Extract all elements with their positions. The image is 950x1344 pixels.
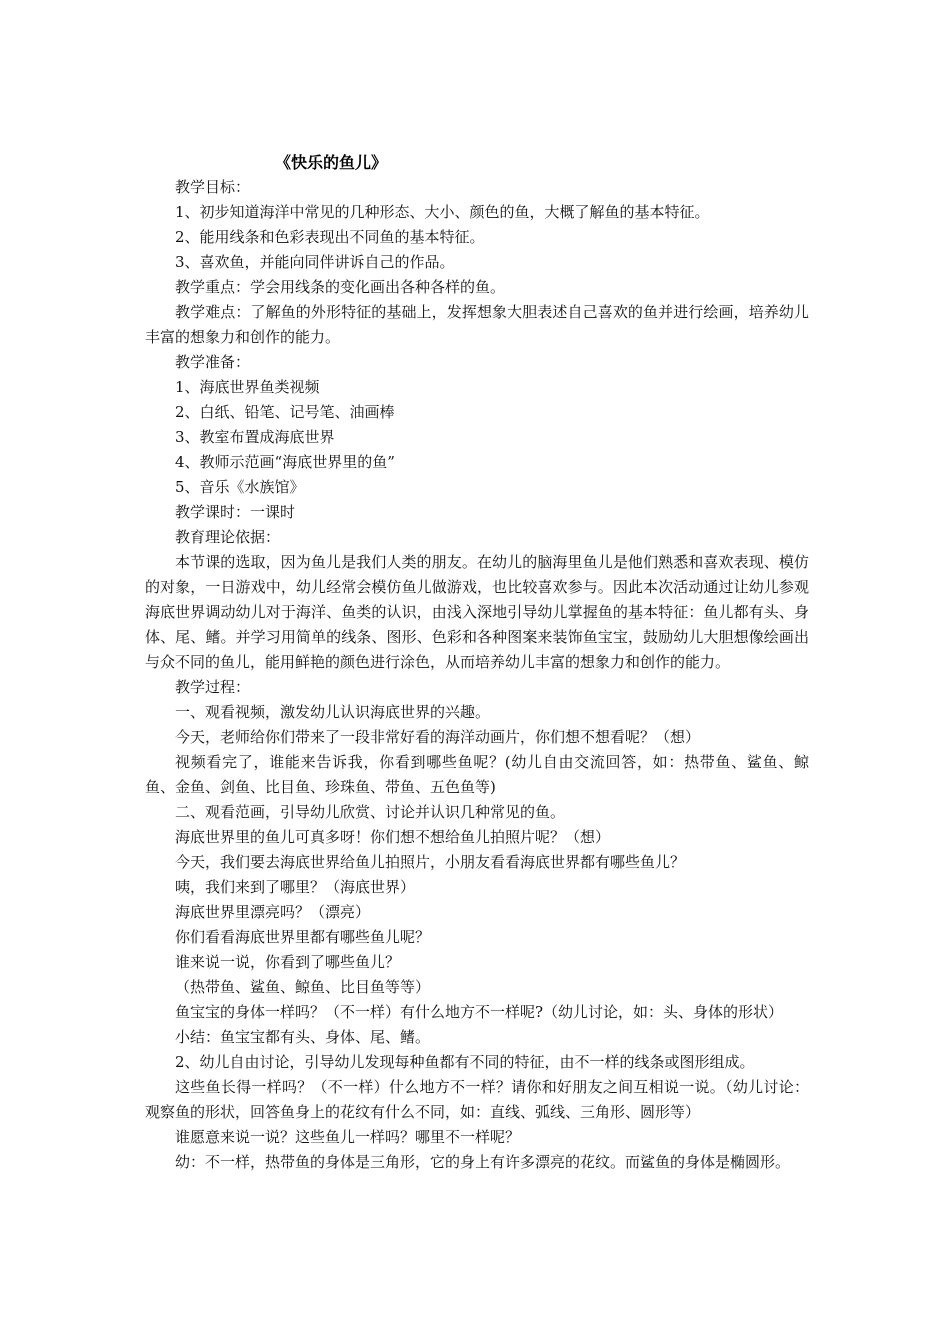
- paragraph: 幼：不一样，热带鱼的身体是三角形，它的身上有许多漂亮的花纹。而鲨鱼的身体是椭圆形。: [175, 1153, 791, 1171]
- paragraph: 教学难点：了解鱼的外形特征的基础上，发挥想象大胆表述自己喜欢的鱼并进行绘画，培养幼儿丰富的想象力和创作的能力。: [145, 303, 809, 346]
- paragraph: 一、观看视频，激发幼儿认识海底世界的兴趣。: [175, 703, 491, 721]
- paragraph: 5、音乐《水族馆》: [175, 478, 305, 496]
- document-title: 《快乐的鱼儿》: [275, 153, 388, 172]
- paragraph: 视频看完了，谁能来告诉我，你看到哪些鱼呢？(幼儿自由交流回答，如：热带鱼、鲨鱼、鲸鱼、金鱼、剑鱼、比目鱼、珍珠鱼、带鱼、五色鱼等): [145, 753, 809, 796]
- paragraph: （热带鱼、鲨鱼、鲸鱼、比目鱼等等）: [175, 978, 431, 996]
- paragraph: 3、教室布置成海底世界: [175, 428, 335, 446]
- paragraph: 谁来说一说，你看到了哪些鱼儿？: [175, 953, 401, 971]
- paragraph: 2、幼儿自由讨论，引导幼儿发现每种鱼都有不同的特征，由不一样的线条或图形组成。: [175, 1053, 755, 1071]
- paragraph: 鱼宝宝的身体一样吗？（不一样）有什么地方不一样呢?（幼儿讨论，如：头、身体的形状）: [175, 1003, 784, 1021]
- paragraph: 4、教师示范画“海底世界里的鱼”: [175, 453, 395, 471]
- paragraph: 1、初步知道海洋中常见的几种形态、大小、颜色的鱼，大概了解鱼的基本特征。: [175, 203, 710, 221]
- paragraph: 本节课的选取，因为鱼儿是我们人类的朋友。在幼儿的脑海里鱼儿是他们熟悉和喜欢表现、模仿的对象，一日游戏中，幼儿经常会模仿鱼儿做游戏，也比较喜欢参与。因此本次活动通过让幼儿参观海底世界调动幼儿对于海洋、鱼类的认识，由浅入深地引导幼儿掌握鱼的基本特征：鱼儿都有头、身体、尾、鳍。并学习用简单的线条、图形、色彩和各种图案来装饰鱼宝宝，鼓励幼儿大胆想像绘画出与众不同的鱼儿，能用鲜艳的颜色进行涂色，从而培养幼儿丰富的想象力和创作的能力。: [145, 553, 809, 671]
- paragraph: 今天，我们要去海底世界给鱼儿拍照片，小朋友看看海底世界都有哪些鱼儿？: [175, 853, 686, 871]
- paragraph: 二、观看范画，引导幼儿欣赏、讨论并认识几种常见的鱼。: [175, 803, 566, 821]
- paragraph: 2、白纸、铅笔、记号笔、油画棒: [175, 403, 395, 421]
- paragraph: 你们看看海底世界里都有哪些鱼儿呢？: [175, 928, 431, 946]
- paragraph: 教学准备：: [175, 353, 251, 371]
- paragraph: 这些鱼长得一样吗？（不一样）什么地方不一样？请你和好朋友之间互相说一说。（幼儿讨论：观察鱼的形状，回答鱼身上的花纹有什么不同，如：直线、弧线、三角形、圆形等）: [145, 1078, 809, 1121]
- paragraph: 教学目标：: [175, 178, 251, 196]
- paragraph: 咦，我们来到了哪里？（海底世界）: [175, 878, 416, 896]
- paragraph: 今天，老师给你们带来了一段非常好看的海洋动画片，你们想不想看呢？（想）: [175, 728, 701, 746]
- paragraph: 小结：鱼宝宝都有头、身体、尾、鳍。: [175, 1028, 431, 1046]
- paragraph: 教学课时：一课时: [175, 503, 296, 521]
- paragraph: 1、海底世界鱼类视频: [175, 378, 320, 396]
- paragraph-list: [145, 175, 809, 1175]
- paragraph: 海底世界里的鱼儿可真多呀！你们想不想给鱼儿拍照片呢？（想）: [175, 828, 611, 846]
- document-body: [145, 150, 809, 1175]
- paragraph: 教育理论依据：: [175, 528, 281, 546]
- paragraph: 海底世界里漂亮吗？（漂亮）: [175, 903, 371, 921]
- paragraph: 谁愿意来说一说？这些鱼儿一样吗？哪里不一样呢？: [175, 1128, 521, 1146]
- paragraph: 教学重点：学会用线条的变化画出各种各样的鱼。: [175, 278, 506, 296]
- paragraph: 2、能用线条和色彩表现出不同鱼的基本特征。: [175, 228, 485, 246]
- paragraph: 3、喜欢鱼，并能向同伴讲诉自己的作品。: [175, 253, 455, 271]
- paragraph: 教学过程：: [175, 678, 251, 696]
